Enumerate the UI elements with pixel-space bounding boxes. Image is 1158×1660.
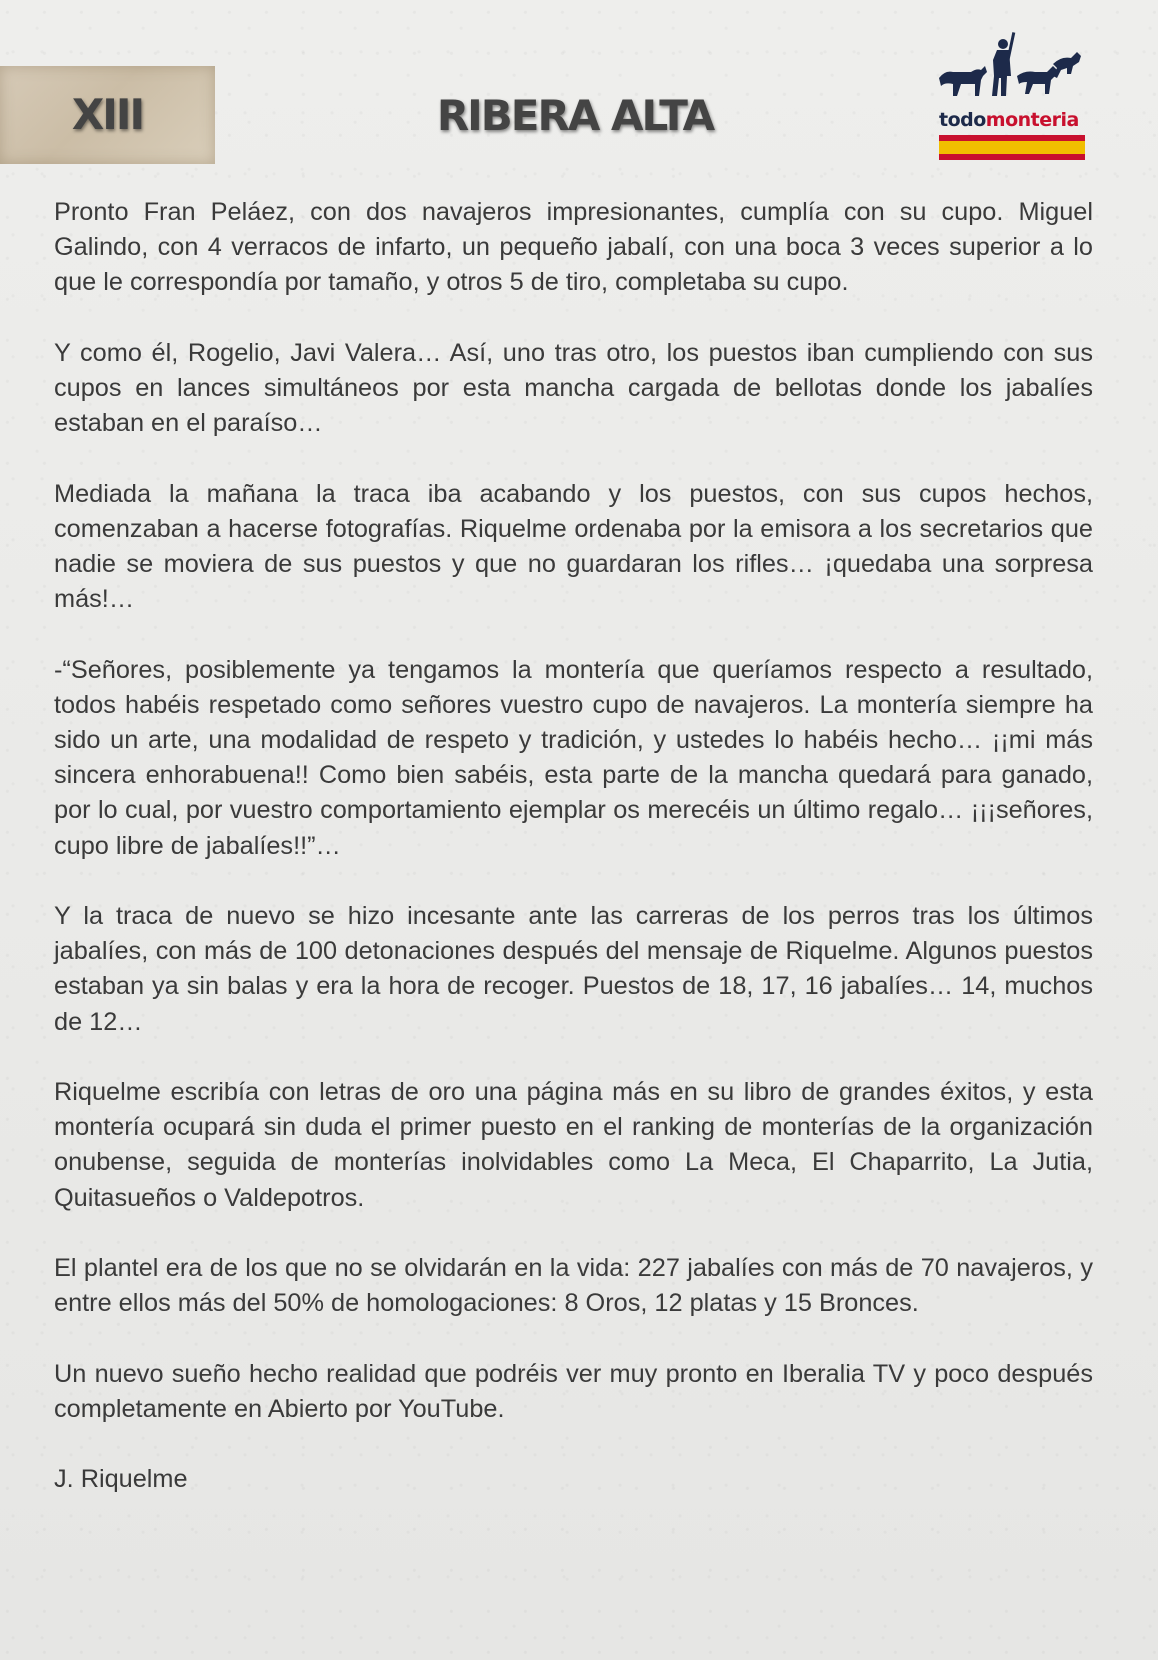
paragraph: Pronto Fran Peláez, con dos navajeros impresionantes, cumplía con su cupo. Miguel Galindo, con 4 verracos de infarto, un pequeño jabalí, con una boca 3 veces superior a lo que le correspondía por tamaño, y otros 5 de tiro, completaba su cupo. — [54, 198, 1093, 297]
paragraph: Y la traca de nuevo se hizo incesante ante las carreras de los perros tras los últimos jabalíes, con más de 100 detonaciones después del mensaje de Riquelme. Algunos puestos estaban ya sin balas y era la hora de recoger. Puestos de 18, 17, 16 jabalíes… 14, muchos de 12… — [54, 902, 1093, 1036]
paragraph: Y como él, Rogelio, Javi Valera… Así, uno tras otro, los puestos iban cumpliendo con sus cupos en lances simultáneos por esta mancha cargada de bellotas donde los jabalíes estaban en el paraíso… — [54, 338, 1093, 438]
paragraph: Riquelme escribía con letras de oro una página más en su libro de grandes éxitos, y esta montería ocupará sin duda el primer puesto en el ranking de monterías de la organización onubense, seguida de monterías inolvidables como La Meca, El Chaparrito, La Jutia, Quitasueños o Valdepotros. — [54, 1078, 1093, 1212]
page-title: RIBERA ALTA — [436, 91, 714, 140]
paragraph: Un nuevo sueño hecho realidad que podréis ver muy pronto en Iberalia TV y poco después completamente en Abierto por YouTube. — [54, 1359, 1093, 1423]
spain-flag-icon — [939, 135, 1085, 160]
todomonteria-logo — [935, 30, 1085, 162]
paragraph: -“Señores, posiblemente ya tengamos la montería que queríamos respecto a resultado, todos habéis respetado como señores vuestro cupo de navajeros. La montería siempre ha sido un arte, una modalidad de respeto y tradición, y ustedes lo habéis hecho… ¡¡mi más sincera enhorabuena!! Como bien sabéis, esta parte de la mancha quedará para ganado, por lo cual, por vuestro comportamiento ejemplar os merecéis un último regalo… ¡¡¡señores, cupo libre de jabalíes!!”… — [54, 655, 1093, 860]
paragraph: El plantel era de los que no se olvidarán en la vida: 227 jabalíes con más de 70 navajeros, y entre ellos más del 50% de homologaciones: 8 Oros, 12 platas y 15 Bronces. — [54, 1254, 1093, 1318]
chapter-box — [0, 66, 215, 164]
author-signature: J. Riquelme — [54, 1465, 188, 1494]
logo-text-monteria: monteria — [985, 109, 1079, 131]
logo-text-todo: todo — [939, 109, 986, 131]
chapter-number: XIII — [71, 90, 144, 139]
paragraph: Mediada la mañana la traca iba acabando y los puestos, con sus cupos hechos, comenzaban a hacerse fotografías. Riquelme ordenaba por la emisora a los secretarios que nadie se moviera de sus puestos y que no guardaran los rifles… ¡quedaba una sorpresa más!… — [54, 479, 1093, 614]
logo-wordmark — [939, 108, 1085, 132]
hunter-with-dogs-icon — [935, 30, 1085, 108]
article-body — [54, 195, 1093, 1497]
